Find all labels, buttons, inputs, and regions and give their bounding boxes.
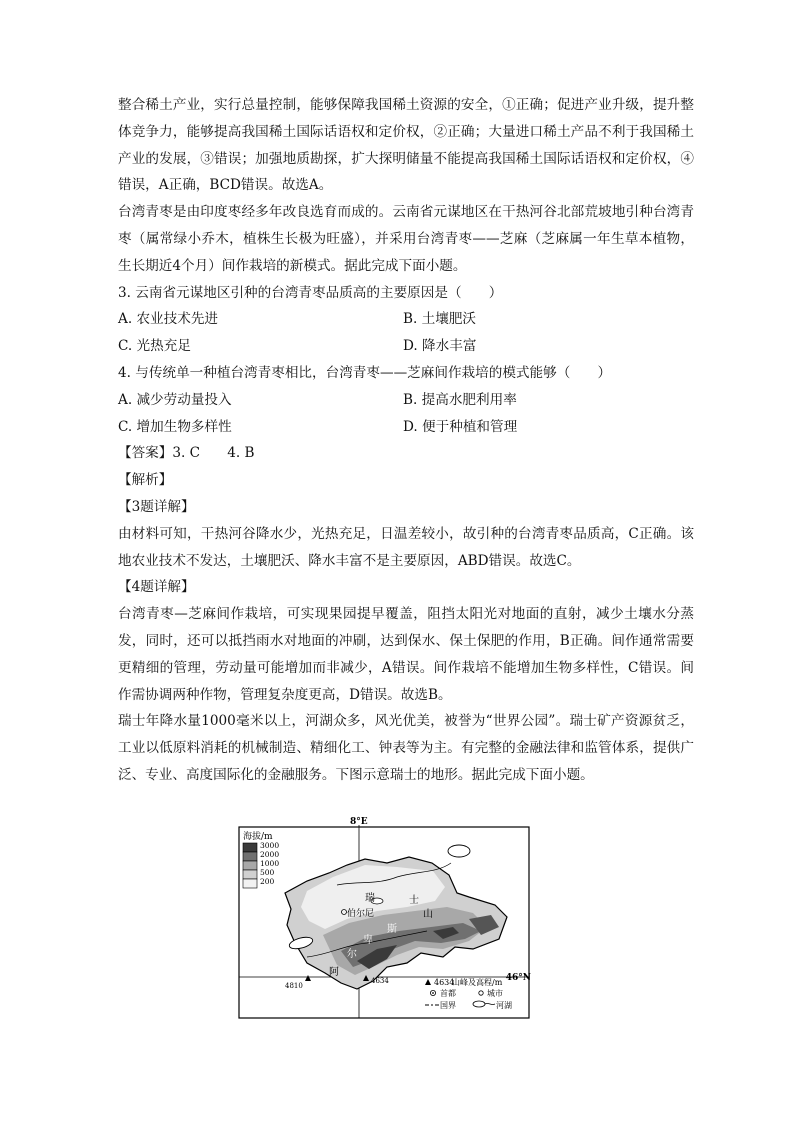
lake-constance [448, 845, 470, 857]
parallel-label: 46°N [505, 973, 531, 983]
elev-3000: 3000 [260, 841, 280, 850]
answer-line: 【答案】3. C 4. B [118, 445, 255, 462]
label-rui: 瑞 [365, 893, 375, 904]
label-a: 阿 [329, 967, 339, 978]
elev-1000: 1000 [260, 859, 280, 868]
label-bei: 卑 [363, 935, 373, 946]
peak-east-value: 4634 [371, 977, 389, 985]
detail-3-text: 由材料可知，干热河谷降水少，光热充足，日温差较小，故引种的台湾青枣品质高，C正确。该地农业技术不发达，土壤肥沃、降水丰富不是主要原因，ABD错误。故选C。 [118, 525, 694, 569]
label-er: 尔 [347, 949, 357, 960]
legend-lake: 河湖 [496, 1001, 512, 1010]
elev-2000: 2000 [260, 850, 280, 859]
option-4d: D. 便于种植和管理 [403, 418, 518, 435]
elev-500: 500 [260, 868, 275, 877]
question-4-stem: 4. 与传统单一种植台湾青枣相比，台湾青枣——芝麻间作栽培的模式能够（ ） [118, 364, 612, 381]
label-bern: 伯尔尼 [347, 909, 375, 919]
label-shi: 士 [409, 895, 419, 906]
question-3-options-row2 [118, 333, 694, 360]
document-page [118, 92, 694, 789]
detail-4-text: 台湾青枣—芝麻间作栽培，可实现果园提早覆盖，阻挡太阳光对地面的直射，减少土壤水分蒸发，同时，还可以抵挡雨水对地面的冲刷，达到保水、保土保肥的作用，B正确。间作通常需要更精细的管理，劳动量可能增加而非减少，A错误。间作栽培不能增加生物多样性，C错误。间作需协调两种作物，管理复杂度更高，D错误。故选B。 [118, 606, 694, 703]
option-4a: A. 减少劳动量投入 [118, 391, 232, 408]
question-4-options-row2 [118, 414, 694, 441]
option-4c: C. 增加生物多样性 [118, 418, 232, 435]
option-3c: C. 光热充足 [118, 338, 191, 355]
paragraph-switzerland: 瑞士年降水量1000毫米以上，河湖众多，风光优美，被誉为“世界公园”。瑞士矿产资源贫乏，工业以低原料消耗的机械制造、精细化工、钟表等为主。有完整的金融法律和监管体系，提供广泛、专业、高度国际化的金融服务。下图示意瑞士的地形。据此完成下面小题。 [118, 713, 694, 783]
question-3-options-row1 [118, 306, 694, 333]
option-3a: A. 农业技术先进 [118, 311, 219, 328]
detail-3-heading: 【3题详解】 [118, 498, 195, 515]
label-ming: 山 [423, 909, 433, 920]
option-3b: B. 土壤肥沃 [403, 311, 477, 328]
elevation-legend-title: 海拔/m [243, 832, 273, 842]
switzerland-terrain-map [237, 815, 531, 1020]
legend-border: 国界 [440, 1001, 456, 1010]
legend-peak: 山峰及高程/m [452, 978, 503, 987]
elev-200: 200 [260, 877, 275, 886]
meridian-label: 8°E [350, 817, 368, 827]
legend-city: 城市 [487, 989, 503, 998]
label-ya: 斯 [387, 924, 397, 935]
legend-capital: 首都 [440, 989, 456, 998]
peak-west-value: 4810 [285, 982, 303, 990]
lake-icon [473, 1001, 485, 1007]
paragraph-jujube-intro: 台湾青枣是由印度枣经多年改良选育而成的。云南省元谋地区在干热河谷北部荒坡地引种台湾青枣（属常绿小乔木，植株生长极为旺盛），并采用台湾青枣——芝麻（芝麻属一年生草本植物，生长期近4个月）间作栽培的新模式。据此完成下面小题。 [118, 204, 694, 274]
option-3d: D. 降水丰富 [403, 338, 477, 355]
detail-4-heading: 【4题详解】 [118, 579, 195, 596]
question-3-stem: 3. 云南省元谋地区引种的台湾青枣品质高的主要原因是（ ） [118, 284, 503, 301]
legend-peak-value: 4634 [434, 978, 455, 987]
analysis-heading: 【解析】 [118, 472, 173, 489]
paragraph-rare-earth: 整合稀土产业，实行总量控制，能够保障我国稀土资源的安全，①正确；促进产业升级，提升整体竞争力，能够提高我国稀土国际话语权和定价权，②正确；大量进口稀土产品不利于我国稀土产业的发展，③错误；加强地质勘探，扩大探明储量不能提高我国稀土国际话语权和定价权，④错误，A正确，BCD错误。故选A。 [118, 97, 694, 194]
option-4b: B. 提高水肥利用率 [403, 391, 517, 408]
question-4-options-row1 [118, 387, 694, 414]
